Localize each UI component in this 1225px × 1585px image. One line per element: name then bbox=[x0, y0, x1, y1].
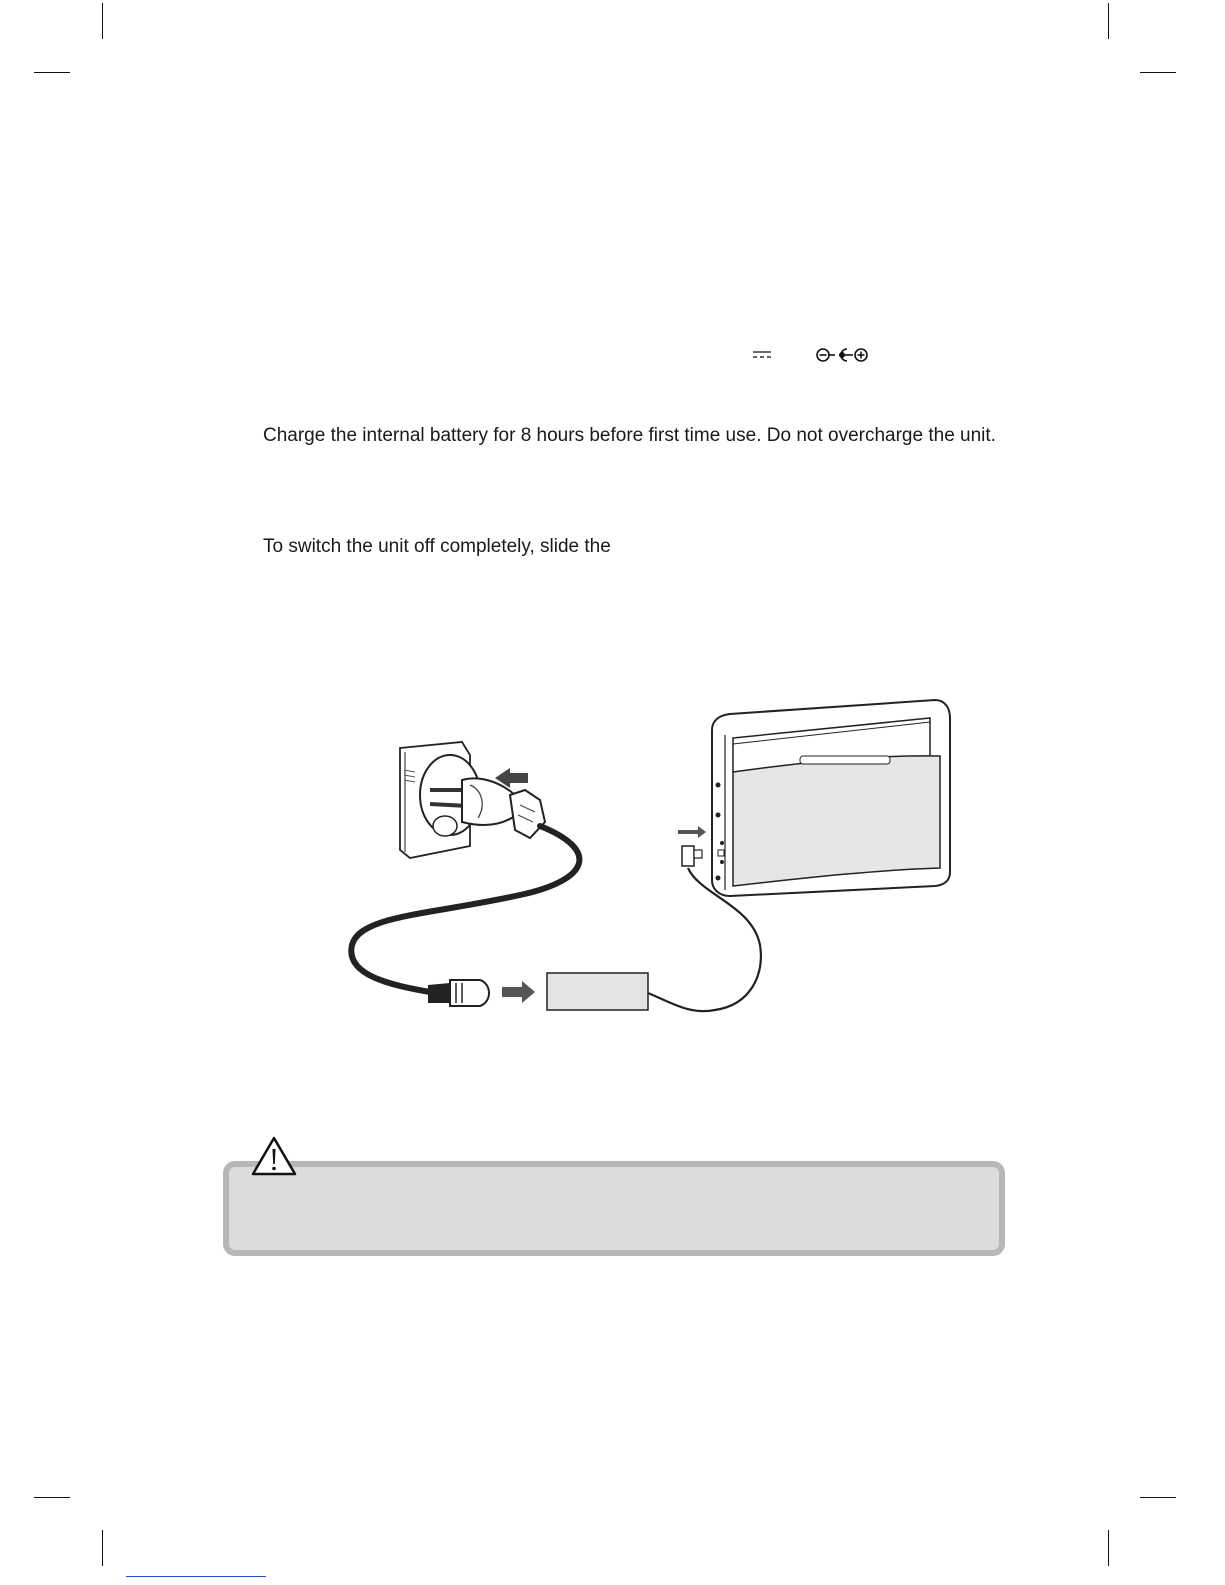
caution-box bbox=[223, 1161, 1005, 1256]
battery-charge-note: Charge the internal battery for 8 hours before first time use. Do not overcharge the unit. bbox=[263, 425, 996, 446]
crop-mark-top-left-v bbox=[102, 3, 103, 39]
warning-triangle-icon bbox=[250, 1134, 298, 1178]
dc-jack-icon bbox=[682, 846, 702, 866]
center-positive-polarity-symbol bbox=[815, 346, 869, 364]
crop-mark-top-left-h bbox=[34, 72, 70, 73]
crop-mark-top-right-v bbox=[1108, 3, 1109, 39]
dc-insert-arrow-icon bbox=[678, 826, 706, 838]
crop-mark-bottom-right-v bbox=[1108, 1530, 1109, 1566]
power-connection-figure bbox=[340, 695, 960, 1025]
speaker-unit-icon bbox=[712, 700, 950, 896]
crop-mark-bottom-left-h bbox=[34, 1497, 70, 1498]
dc-voltage-symbol bbox=[752, 350, 772, 360]
crop-mark-top-right-h bbox=[1140, 72, 1176, 73]
ac-connector-icon bbox=[428, 980, 489, 1006]
power-adapter-icon bbox=[547, 973, 648, 1010]
ac-cable bbox=[351, 826, 579, 992]
crop-mark-bottom-left-v bbox=[102, 1530, 103, 1566]
switch-off-instruction: To switch the unit off completely, slide the bbox=[263, 536, 611, 557]
footer-link-underline bbox=[126, 1576, 266, 1577]
adapter-arrow-icon bbox=[502, 981, 535, 1003]
crop-mark-bottom-right-h bbox=[1140, 1497, 1176, 1498]
